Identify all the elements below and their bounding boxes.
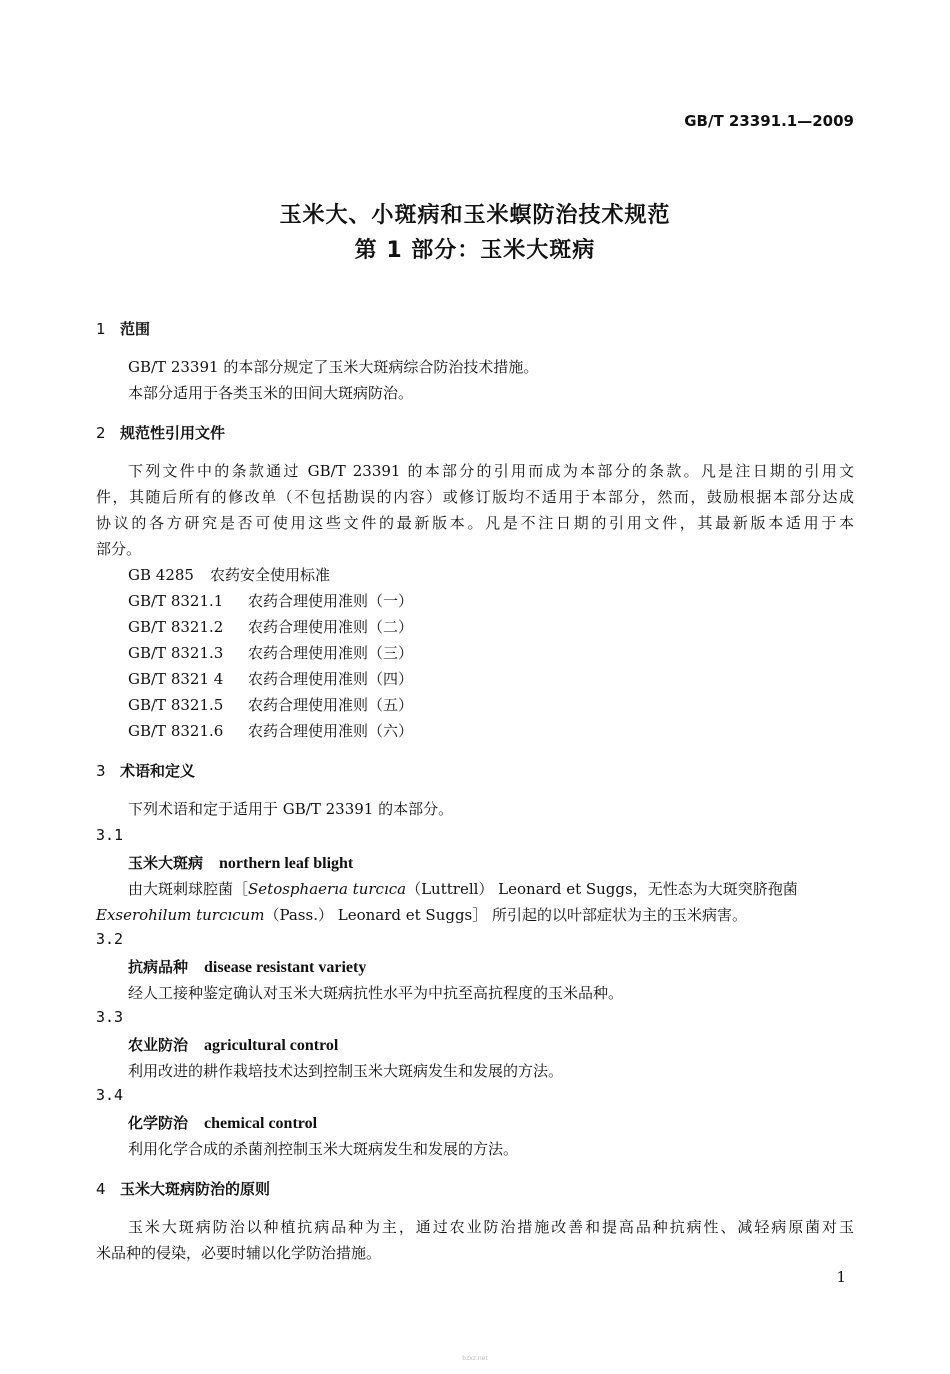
term-en: disease resistant variety (204, 959, 367, 976)
term-number: 3.1 (96, 826, 124, 844)
reference-code: GB/T 8321.5 (128, 696, 224, 714)
section-1-line: 本部分适用于各类玉米的田间大斑病防治。 (128, 384, 414, 402)
term-name (128, 956, 366, 977)
term-definition: 经人工接种鉴定确认对玉米大斑病抗性水平为中抗至高抗程度的玉米品种。 (128, 984, 624, 1002)
term-name (128, 1034, 338, 1055)
section-number: 2 (96, 424, 106, 442)
term-en: chemical control (204, 1115, 318, 1132)
term-definition: 由大斑刺球腔菌［Setosphaerıa turcıca（Luttrell） Leonard et Suggs，无性态为大斑突脐孢菌 (128, 880, 798, 898)
reference-title: 农药合理使用准则（四） (248, 670, 414, 688)
reference-code: GB 4285 (128, 566, 194, 584)
document-subtitle: 第 1 部分：玉米大斑病 (354, 238, 596, 263)
section-2-paragraph-line: 协议的各方研究是否可使用这些文件的最新版本。凡是不注日期的引用文件，其最新版本适用于本 (96, 514, 854, 532)
standard-code: GB/T 23391.1—2009 (684, 112, 854, 130)
reference-code: GB/T 8321.6 (128, 722, 224, 740)
section-4-heading (96, 1178, 270, 1199)
term-en: northern leaf blight (219, 855, 354, 872)
reference-item (128, 694, 413, 715)
reference-item (128, 668, 413, 689)
term-number: 3.3 (96, 1008, 124, 1026)
section-title: 范围 (120, 320, 151, 338)
page-number: 1 (836, 1268, 846, 1286)
reference-title: 农药合理使用准则（三） (248, 644, 414, 662)
section-4-line: 米品种的侵染，必要时辅以化学防治措施。 (96, 1244, 382, 1262)
section-number: 3 (96, 762, 106, 780)
term-definition: Exserohilum turcıcum（Pass.） Leonard et Suggs］ 所引起的以叶部症状为主的玉米病害。 (96, 906, 748, 924)
section-number: 4 (96, 1180, 106, 1198)
term-name (128, 1112, 317, 1133)
footer-watermark: bzxz.net (462, 1355, 488, 1362)
section-2-paragraph-line: 件，其随后所有的修改单（不包括勘误的内容）或修订版均不适用于本部分，然而，鼓励根据本部分达成 (96, 488, 854, 506)
reference-title: 农药合理使用准则（五） (248, 696, 414, 714)
reference-title: 农药合理使用准则（一） (248, 592, 414, 610)
section-4-line: 玉米大斑病防治以种植抗病品种为主，通过农业防治措施改善和提高品种抗病性、减轻病原菌对玉 (128, 1218, 854, 1236)
reference-code: GB/T 8321.2 (128, 618, 224, 636)
reference-code: GB/T 8321 4 (128, 670, 224, 688)
term-number: 3.4 (96, 1086, 124, 1104)
section-2-paragraph-line: 下列文件中的条款通过 GB/T 23391 的本部分的引用而成为本部分的条款。凡是注日期的引用文 (128, 462, 854, 480)
reference-code: GB/T 8321.1 (128, 592, 224, 610)
section-title: 玉米大斑病防治的原则 (120, 1180, 271, 1198)
section-number: 1 (96, 320, 106, 338)
term-name (128, 852, 353, 873)
reference-title: 农药合理使用准则（六） (248, 722, 414, 740)
document-title: 玉米大、小斑病和玉米螟防治技术规范 (279, 203, 671, 228)
term-en: agricultural control (204, 1037, 339, 1054)
reference-title: 农药安全使用标准 (210, 566, 331, 584)
term-zh: 化学防治 (128, 1114, 189, 1132)
reference-item (128, 720, 413, 741)
section-1-line: GB/T 23391 的本部分规定了玉米大斑病综合防治技术措施。 (128, 358, 539, 376)
section-3-intro: 下列术语和定于适用于 GB/T 23391 的本部分。 (128, 800, 454, 818)
term-definition: 利用改进的耕作栽培技术达到控制玉米大斑病发生和发展的方法。 (128, 1062, 564, 1080)
reference-item (128, 642, 413, 663)
reference-item (128, 616, 413, 637)
term-definition: 利用化学合成的杀菌剂控制玉米大斑病发生和发展的方法。 (128, 1140, 519, 1158)
term-zh: 抗病品种 (128, 958, 189, 976)
reference-code: GB/T 8321.3 (128, 644, 224, 662)
section-title: 术语和定义 (120, 762, 196, 780)
section-title: 规范性引用文件 (120, 424, 226, 442)
section-2-paragraph-line: 部分。 (96, 540, 142, 558)
section-2-heading (96, 422, 225, 443)
reference-item (128, 590, 413, 611)
section-3-heading (96, 760, 195, 781)
section-1-heading (96, 318, 150, 339)
term-zh: 农业防治 (128, 1036, 189, 1054)
term-zh: 玉米大斑病 (128, 854, 204, 872)
reference-title: 农药合理使用准则（二） (248, 618, 414, 636)
term-number: 3.2 (96, 930, 124, 948)
reference-item (128, 564, 330, 585)
